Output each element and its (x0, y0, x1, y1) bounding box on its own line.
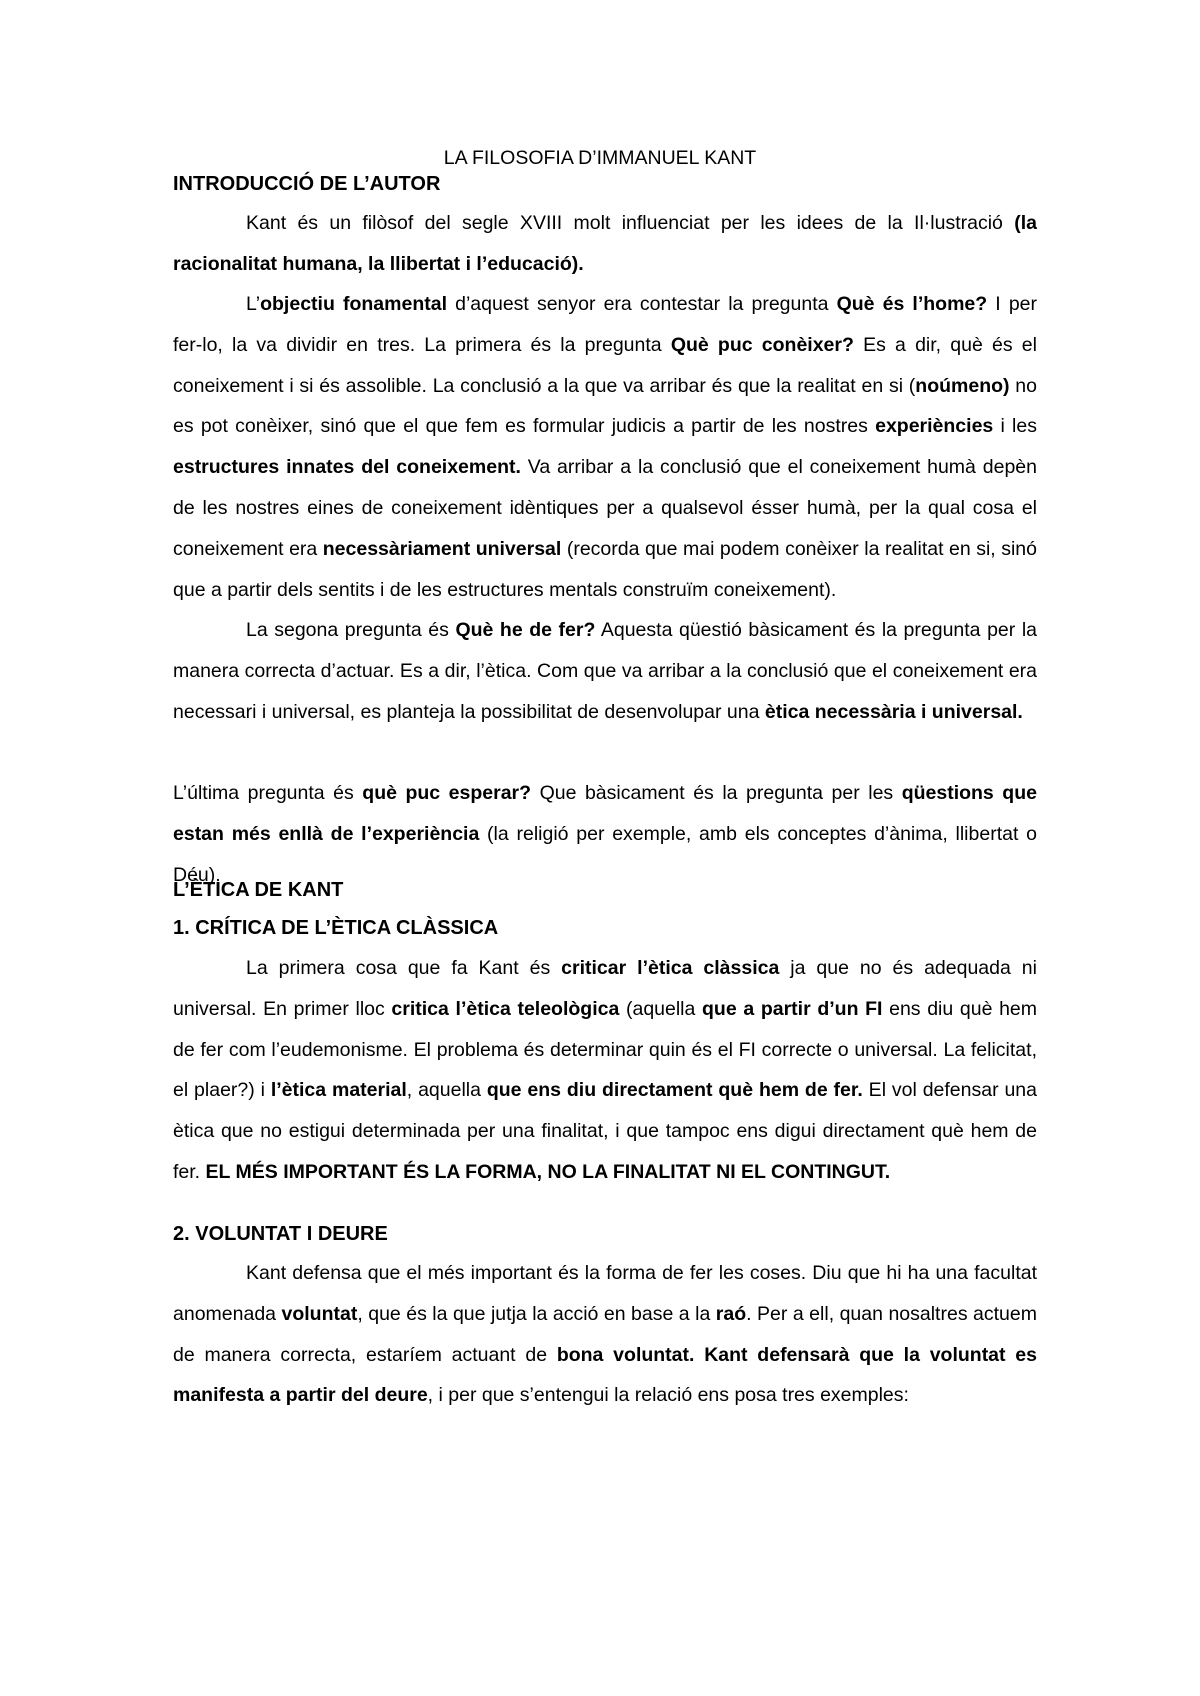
paragraph-ultima-pregunta: L’última pregunta és què puc esperar? Que bàsicament és la pregunta per les qüestions que estan més enllà de l’experiència (la religió per exemple, amb els conceptes d’ànima, llibertat o Déu). (173, 782, 1037, 886)
paragraph-objectiu: L’objectiu fonamental d’aquest senyor era contestar la pregunta Què és l’home? I per fer-lo, la va dividir en tres. La primera és la pregunta Què puc conèixer? Es a dir, què és el coneixement i si és assolible. La conclusió a la que va arribar és que la realitat en si (noúmeno) no es pot conèixer, sinó que el que fem es formular judicis a partir de les nostres experiències i les estructures innates del coneixement. Va arribar a la conclusió que el coneixement humà depèn de les nostres eines de coneixement idèntiques per a qualsevol ésser humà, per la qual cosa el coneixement era necessàriament universal (recorda que mai podem conèixer la realitat en si, sinó que a partir dels sentits i de les estructures mentals construïm coneixement). (173, 293, 1038, 601)
paragraph-critica: La primera cosa que fa Kant és criticar l’ètica clàssica ja que no és adequada ni universal. En primer lloc critica l’ètica teleològica (aquella que a partir d’un FI ens diu què hem de fer com l’eudemonisme. El problema és determinar quin és el FI correcte o universal. La felicitat, el plaer?) i l’ètica material, aquella que ens diu directament què hem de fer. El vol defensar una ètica que no estigui determinada per una finalitat, i que tampoc ens digui directament què hem de fer. EL MÉS IMPORTANT ÉS LA FORMA, NO LA FINALITAT NI EL CONTINGUT. (173, 957, 1037, 1183)
page-title: LA FILOSOFIA D’IMMANUEL KANT (443, 147, 757, 169)
heading-introduccio: INTRODUCCIÓ DE L’AUTOR (173, 173, 441, 195)
heading-critica-etica: 1. CRÍTICA DE L’ÈTICA CLÀSSICA (173, 917, 499, 939)
paragraph-segona-pregunta: La segona pregunta és Què he de fer? Aquesta qüestió bàsicament és la pregunta per la manera correcta d’actuar. Es a dir, l’ètica. Com que va arribar a la conclusió que el coneixement era necessari i universal, es planteja la possibilitat de desenvolupar una ètica necessària i universal. (173, 619, 1037, 723)
paragraph-intro-kant: Kant és un filòsof del segle XVIII molt influenciat per les idees de la Il·lustració (la racionalitat humana, la llibertat i l’educació). (173, 212, 1037, 275)
heading-etica-kant: L’ÈTICA DE KANT (173, 879, 344, 901)
paragraph-voluntat: Kant defensa que el més important és la forma de fer les coses. Diu que hi ha una facultat anomenada voluntat, que és la que jutja la acció en base a la raó. Per a ell, quan nosaltres actuem de manera correcta, estaríem actuant de bona voluntat. Kant defensarà que la voluntat es manifesta a partir del deure, i per que s’entengui la relació ens posa tres exemples: (173, 1262, 1037, 1407)
heading-voluntat-deure: 2. VOLUNTAT I DEURE (173, 1223, 388, 1245)
